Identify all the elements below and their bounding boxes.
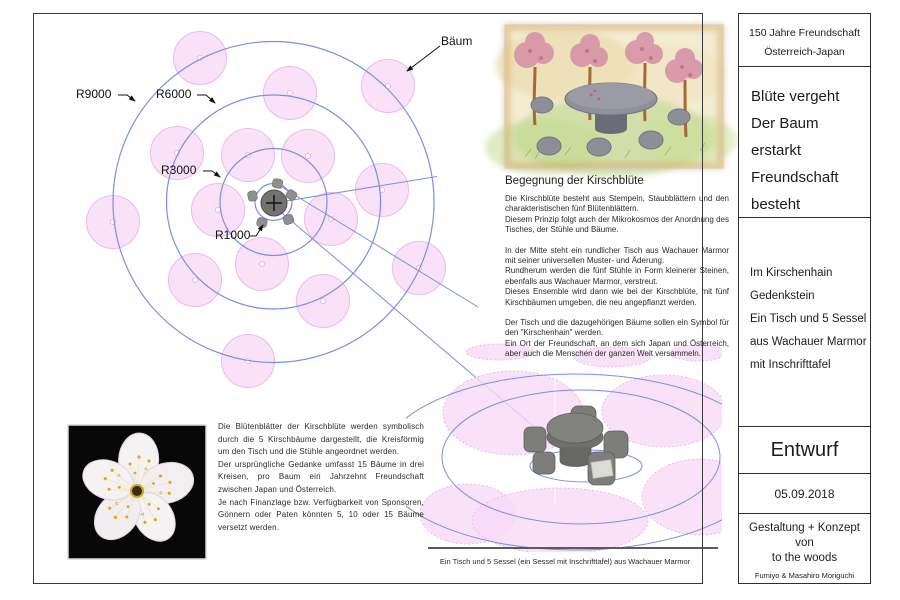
radius-label-r1000: R1000 bbox=[215, 228, 251, 242]
inscription-tablet bbox=[591, 460, 613, 479]
description-line: aus Wachauer Marmor bbox=[750, 336, 867, 349]
article-sentence: Dieses Ensemble wird dann wie bei der Kirschblüte, mit fünf Kirschbäumen umgeben, die neu angepflanzt werden. bbox=[505, 287, 729, 307]
title-block-header bbox=[739, 14, 870, 67]
credits bbox=[739, 514, 870, 583]
credit-line: to the woods bbox=[771, 552, 838, 564]
article-sentence: Der Tisch und die dazugehörigen Bäume sollen ein Symbol für den "Kirschenhain" werden. bbox=[505, 318, 729, 338]
tree-label: Bäum bbox=[441, 34, 473, 48]
project-title-line2: Österreich-Japan bbox=[764, 46, 845, 58]
radius-label-r9000: R9000 bbox=[76, 87, 112, 101]
article-sentence: Die Kirschblüte besteht aus Stempeln, Staubblättern und den charakteristischen fünf Blütenblättern. bbox=[505, 194, 729, 214]
poem-line: Freundschaft bbox=[751, 169, 839, 187]
radius-label-r3000: R3000 bbox=[161, 163, 197, 177]
note-sentence: Der ursprüngliche Gedanke umfasst 15 Bäume in drei Kreisen, pro Baum ein Jahrzehnt Freundschaft zwischen Japan und Österreich. bbox=[218, 459, 424, 494]
project-title-line1: 150 Jahre Freundschaft bbox=[749, 27, 860, 39]
poem-line: erstarkt bbox=[751, 142, 802, 160]
note-sentence: Die Blütenblätter der Kirschblüte werden symbolisch durch die 5 Kirschbäume dargestellt, die Kreisförmig um den Tisch und die Stühle angeordnet werden. bbox=[218, 422, 424, 457]
symbolism-note bbox=[218, 421, 424, 534]
description-line: Ein Tisch und 5 Sessel bbox=[750, 313, 867, 326]
article-block bbox=[505, 194, 729, 236]
article-sentence: Diesem Prinzip folgt auch der Mikrokosmos der Anordnung des Tisches, der Stühle und Bäume. bbox=[505, 214, 729, 235]
article-heading: Begegnung der Kirschblüte bbox=[505, 175, 644, 187]
perspective-view bbox=[380, 340, 770, 554]
article-sentence: Rundherum werden die fünf Stühle in Form kleinerer Steinen, ebenfalls aus Wachauer Marmor, verstreut. bbox=[505, 266, 729, 286]
inscription-stool bbox=[588, 452, 615, 485]
credit-line: Gestaltung + Konzept bbox=[749, 522, 860, 534]
plan-diagram bbox=[87, 32, 540, 432]
credit-authors: Fumiyo & Masahiro Moriguchi bbox=[754, 571, 855, 580]
watercolor-painting bbox=[485, 25, 737, 177]
description-line: mit Inschrifttafel bbox=[750, 359, 831, 372]
blossom-photo bbox=[68, 425, 206, 559]
article-sentence: In der Mitte steht ein rundlicher Tisch aus Wachauer Marmor mit seiner universellen Muster- und Äderung. bbox=[505, 245, 729, 266]
poem-line: Blüte vergeht bbox=[751, 88, 840, 106]
description-line: Gedenkstein bbox=[750, 290, 815, 303]
article-block bbox=[505, 246, 729, 308]
article-body bbox=[505, 194, 729, 370]
date-label: 05.09.2018 bbox=[739, 474, 870, 514]
title-block-poem bbox=[739, 67, 870, 218]
status-label: Entwurf bbox=[739, 427, 870, 474]
radius-label-r6000: R6000 bbox=[156, 87, 192, 101]
poem-line: besteht bbox=[751, 196, 801, 214]
perspective-caption: Ein Tisch und 5 Sessel (ein Sessel mit Inschrifttafel) aus Wachauer Marmor bbox=[439, 557, 691, 566]
title-block bbox=[738, 13, 871, 584]
article-sentence: Ein Ort der Freundschaft, an dem sich Japan und Österreich, aber auch die Menschen der ganzen Welt versammeln. bbox=[505, 338, 729, 359]
note-sentence: Je nach Finanzlage bzw. Verfügbarkeit von Sponsoren, Gönnern oder Paten könnten 5, 10 oder 15 Bäume versetzt werden. bbox=[218, 497, 424, 532]
article-block bbox=[505, 318, 729, 360]
description-line: Im Kirschenhain bbox=[750, 267, 833, 280]
credit-line: von bbox=[795, 537, 814, 549]
title-block-description bbox=[739, 218, 870, 427]
poem-line: Der Baum bbox=[751, 115, 819, 133]
